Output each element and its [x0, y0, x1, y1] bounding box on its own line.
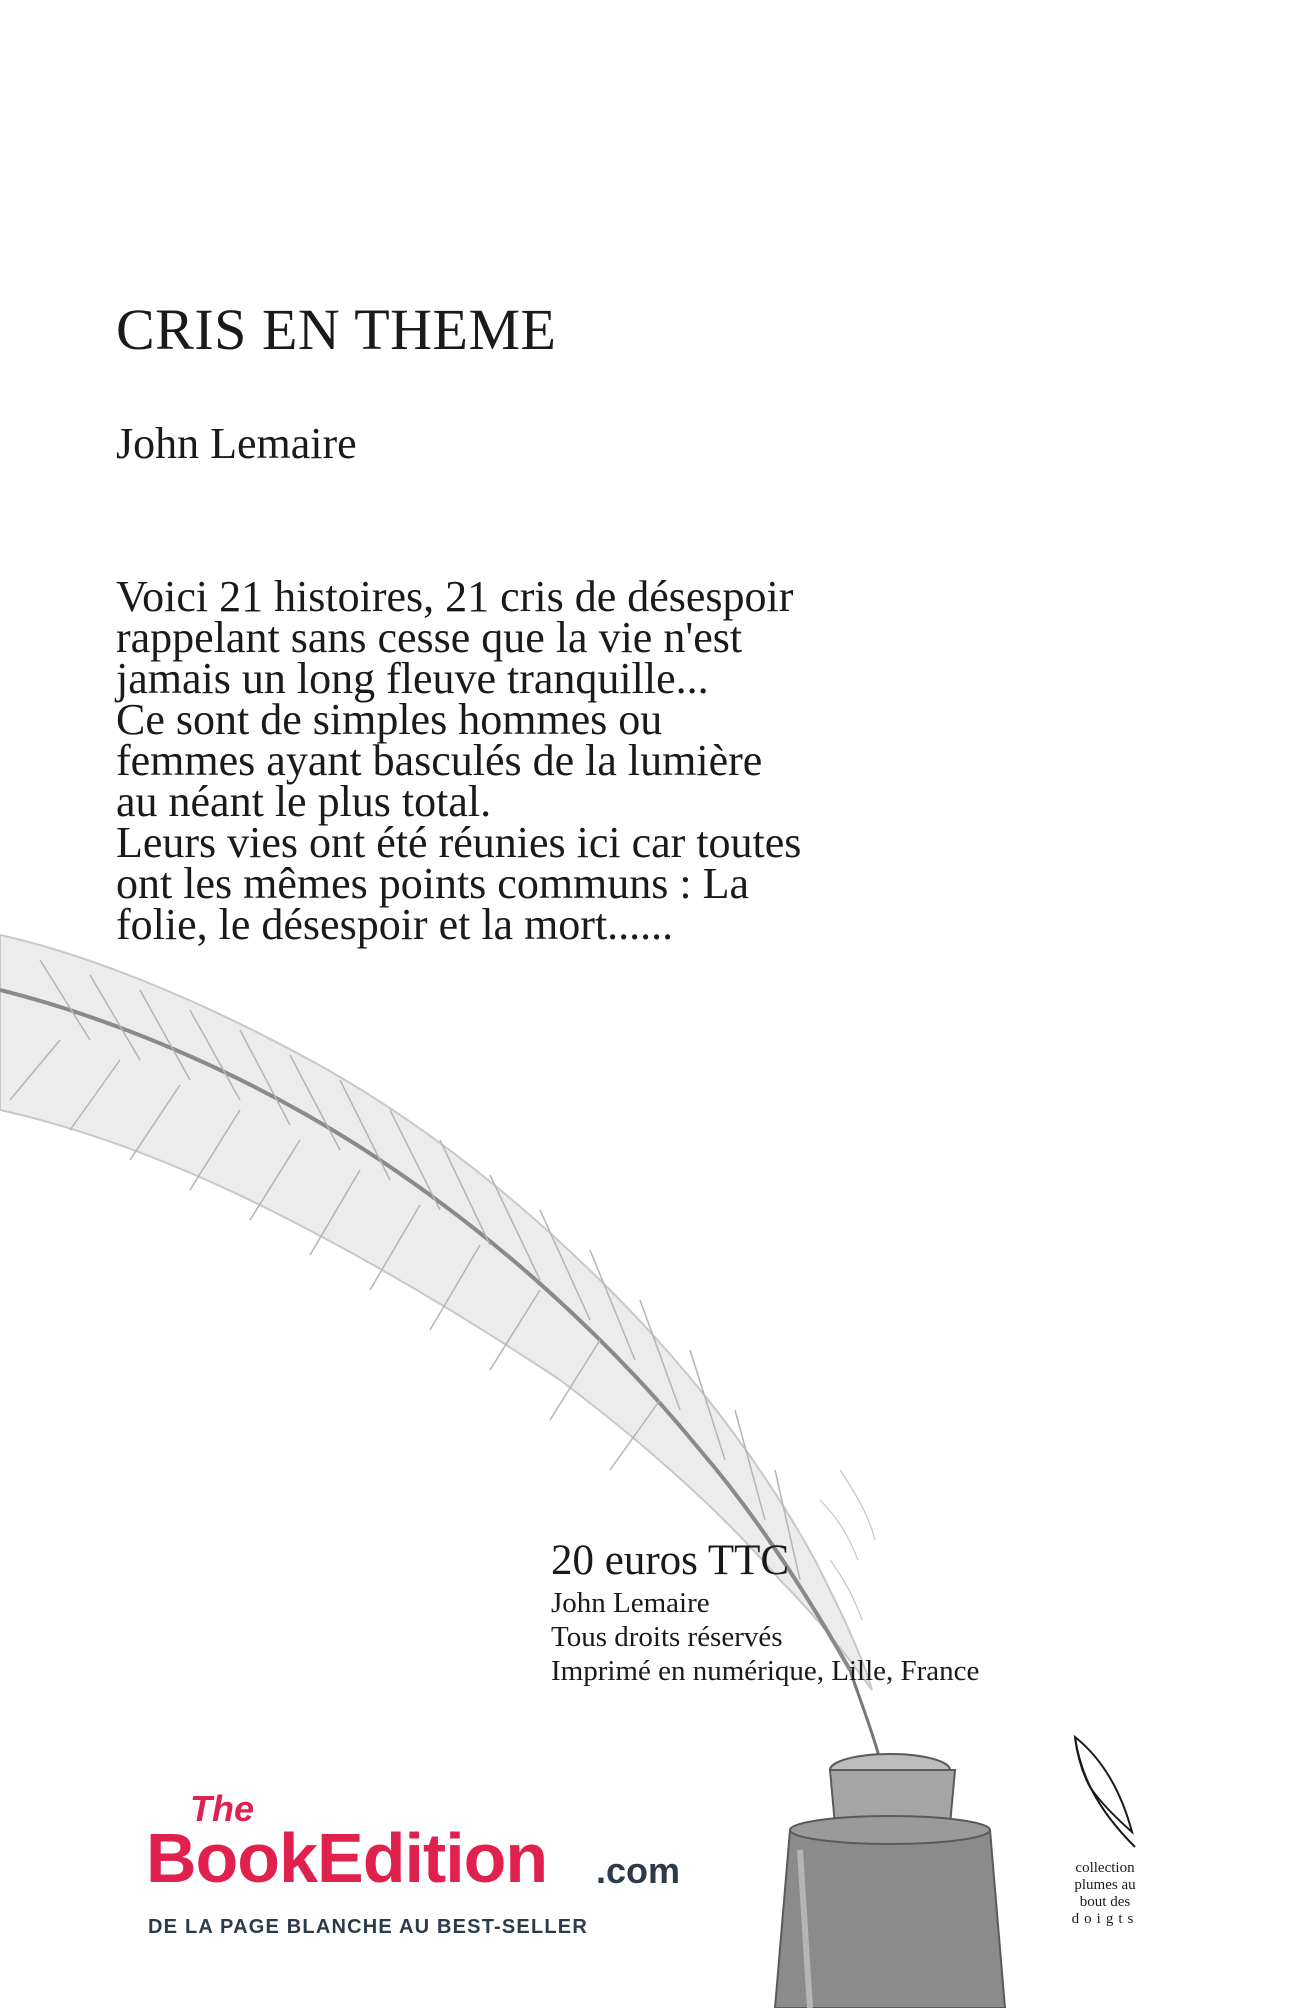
collection-line: bout des — [1079, 1894, 1131, 1910]
blurb-line: jamais un long fleuve tranquille... — [116, 654, 709, 703]
blurb-line: Voici 21 histoires, 21 cris de désespoir — [116, 572, 794, 621]
imprint-author: John Lemaire — [551, 1587, 710, 1619]
blurb-line: au néant le plus total. — [116, 777, 492, 826]
logo-domain: .com — [596, 1850, 681, 1891]
imprint-rights: Tous droits réservés — [551, 1621, 783, 1653]
blurb-line: Leurs vies ont été réunies ici car toutes — [116, 818, 802, 867]
book-author: John Lemaire — [116, 419, 357, 468]
book-blurb — [116, 572, 976, 949]
collection-label — [1040, 1860, 1170, 1928]
price-label: 20 euros TTC — [551, 1537, 790, 1584]
blurb-line: rappelant sans cesse que la vie n'est — [116, 613, 743, 662]
blurb-line: femmes ayant basculés de la lumière — [116, 736, 763, 785]
collection-line: doigts — [1071, 1911, 1139, 1927]
book-title: CRIS EN THEME — [116, 297, 557, 362]
collection-line: collection — [1075, 1860, 1135, 1876]
blurb-line: ont les mêmes points communs : La — [116, 859, 750, 908]
imprint-block — [551, 1536, 979, 1688]
blurb-line: Ce sont de simples hommes ou — [116, 695, 663, 744]
collection-line: plumes au — [1074, 1877, 1136, 1893]
logo-tagline: DE LA PAGE BLANCHE AU BEST-SELLER — [148, 1916, 588, 1938]
logo-brand: BookEdition — [146, 1819, 548, 1897]
imprint-printed: Imprimé en numérique, Lille, France — [551, 1655, 980, 1687]
blurb-line: folie, le désespoir et la mort...... — [116, 900, 674, 949]
collection-mark — [1040, 1732, 1170, 1928]
feather-icon — [1060, 1732, 1150, 1852]
logo-the: The — [190, 1788, 255, 1829]
